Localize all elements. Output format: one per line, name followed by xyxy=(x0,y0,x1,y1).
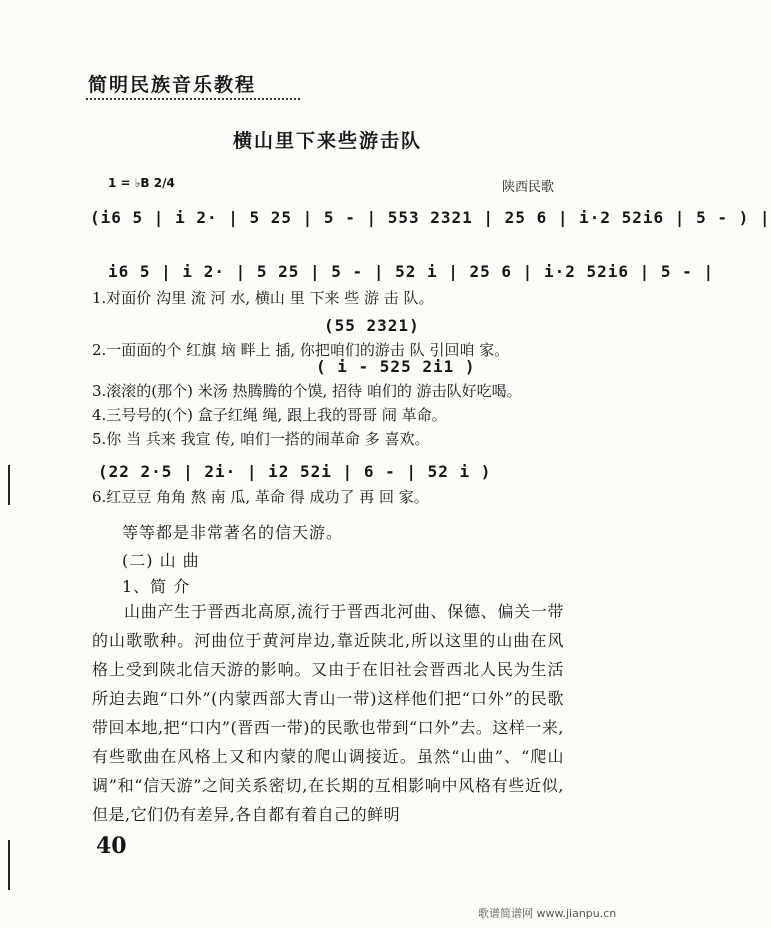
score-variant-a: (55 2321) xyxy=(324,316,420,335)
lyric-verse-4: 4.三号号的(个) 盒子红绳 绳, 跟上我的哥哥 闹 革命。 xyxy=(92,406,447,424)
song-source: 陕西民歌 xyxy=(502,180,555,195)
section-heading: (二) 山 曲 xyxy=(122,551,200,570)
score-melody-line-2: (22 2·5 | 2i· | i2 52i | 6 - | 52 i ) xyxy=(98,462,492,481)
running-header: 简明民族音乐教程 xyxy=(88,74,257,96)
scan-mark xyxy=(8,840,10,890)
lyric-verse-5: 5.你 当 兵来 我宣 传, 咱们一搭的闹革命 多 喜欢。 xyxy=(92,430,430,448)
closing-sentence: 等等都是非常著名的信天游。 xyxy=(122,523,344,542)
body-paragraph: 山曲产生于晋西北高原,流行于晋西北河曲、保德、偏关一带的山歌歌种。河曲位于黄河岸边,靠近陕北,所以这里的山曲在风格上受到陕北信天游的影响。又由于在旧社会晋西北人民为生活所迫去跑“口外”(内蒙西部大青山一带)这样他们把“口外”的民歌带回本地,把“口内”(晋西一带)的民歌也带到“口外”去。这样一来,有些歌曲在风格上又和内蒙的爬山调接近。虽然“山曲”、“爬山调”和“信天游”之间关系密切,在长期的互相影响中风格有些近似,但是,它们仍有差异,各自都有着自己的鲜明 xyxy=(92,602,564,824)
score-melody-line-1: i6 5 | i 2· | 5 25 | 5 - | 52 i | 25 6 | i·2 52i6 | 5 - | xyxy=(108,262,715,281)
subsection-heading: 1、简 介 xyxy=(122,577,191,596)
lyric-verse-6: 6.红豆豆 角角 熬 南 瓜, 革命 得 成功了 再 回 家。 xyxy=(92,488,429,506)
watermark-footer: 歌谱简谱网 www.jianpu.cn xyxy=(478,907,617,920)
key-signature: 1 = ♭B 2/4 xyxy=(108,176,175,190)
lyric-verse-1: 1.对面价 沟里 流 河 水, 横山 里 下来 些 游 击 队。 xyxy=(92,289,434,307)
page-number: 40 xyxy=(96,833,127,859)
score-variant-b: ( i - 525 2i1 ) xyxy=(316,357,476,376)
song-title: 横山里下来些游击队 xyxy=(232,130,422,152)
header-dotted-rule xyxy=(86,98,300,100)
scan-mark xyxy=(8,465,10,505)
lyric-verse-2: 2.一面面的个 红旗 垴 畔上 插, 你把咱们的游击 队 引回咱 家。 xyxy=(92,341,510,359)
lyric-verse-3: 3.滚滚的(那个) 米汤 热腾腾的个馍, 招待 咱们的 游击队好吃喝。 xyxy=(92,382,522,400)
score-intro-line: (i6 5 | i 2· | 5 25 | 5 - | 553 2321 | 25 6 | i·2 52i6 | 5 - ) | xyxy=(90,208,771,227)
